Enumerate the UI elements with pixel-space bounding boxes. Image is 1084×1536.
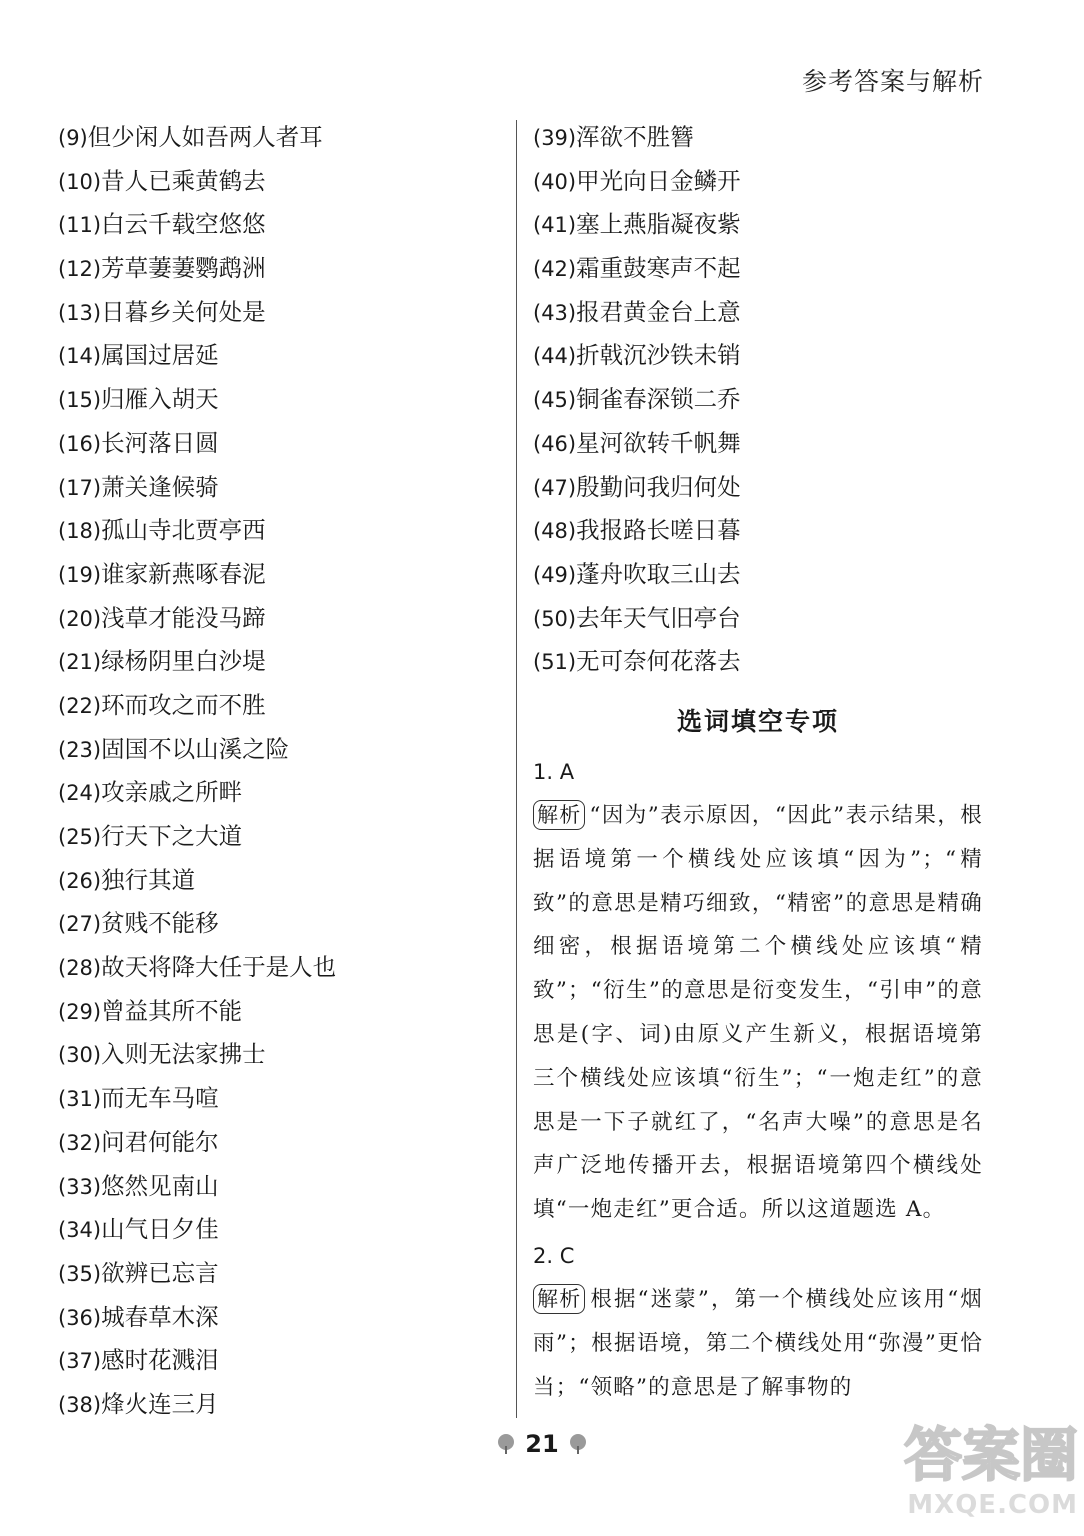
answer-line	[533, 247, 983, 291]
answer-line	[58, 684, 498, 728]
answer-text: 孤山寺北贾亭西	[101, 516, 266, 545]
answer-text: 悠然见南山	[101, 1171, 219, 1200]
answer-text: 去年天气旧亭台	[576, 603, 741, 632]
section-title: 选词填空专项	[676, 706, 839, 736]
answer-text: 问君何能尔	[101, 1127, 219, 1156]
answer-line	[58, 1383, 498, 1427]
answer-line	[533, 334, 983, 378]
answer-line	[58, 990, 498, 1034]
answer-line	[58, 859, 498, 903]
answer-text: 日暮乡关何处是	[101, 297, 266, 326]
answer-line	[533, 597, 983, 641]
answer-number: (19)	[58, 562, 102, 587]
answer-number: (37)	[58, 1349, 102, 1374]
answer-number: (45)	[533, 388, 577, 413]
answer-line	[58, 1033, 498, 1077]
answer-number: (30)	[58, 1043, 102, 1068]
answer-line	[58, 509, 498, 553]
answer-number: (9)	[58, 126, 88, 150]
answer-text: 入则无法家拂士	[101, 1040, 266, 1069]
answer-text: 但少闲人如吾两人者耳	[87, 123, 323, 151]
answer-text: 攻亲戚之所畔	[101, 778, 243, 807]
answer-2-analysis	[533, 1278, 983, 1409]
answer-text: 萧关逢候骑	[101, 472, 219, 501]
tree-icon	[495, 1433, 517, 1455]
answer-line	[533, 116, 983, 160]
watermark-logo	[878, 1420, 1078, 1530]
answer-number: (34)	[58, 1218, 102, 1243]
answer-line	[58, 160, 498, 204]
answer-line	[58, 247, 498, 291]
answer-text: 山气日夕佳	[101, 1215, 219, 1244]
page-number-group	[495, 1430, 588, 1458]
answer-2-label: 2. C	[533, 1243, 575, 1268]
answer-number: (48)	[533, 519, 577, 544]
answer-line	[58, 902, 498, 946]
left-answer-column	[58, 116, 498, 1427]
answer-number: (44)	[533, 344, 577, 369]
answer-line	[533, 378, 983, 422]
answer-line	[58, 1339, 498, 1383]
column-divider	[516, 120, 517, 1418]
answer-text: 蓬舟吹取三山去	[576, 559, 741, 588]
answer-text: 报君黄金台上意	[576, 297, 741, 326]
answer-line	[58, 815, 498, 859]
answer-number: (20)	[58, 606, 102, 631]
answer-line	[533, 291, 983, 335]
answer-text: 而无车马喧	[101, 1084, 219, 1113]
answer-number: (17)	[58, 475, 102, 500]
answer-number: (49)	[533, 562, 577, 587]
answer-text: 无可奈何花落去	[576, 647, 741, 676]
answer-line	[58, 116, 498, 160]
answer-line	[58, 946, 498, 990]
answer-line	[58, 291, 498, 335]
answer-line	[58, 466, 498, 510]
answer-number: (41)	[533, 213, 577, 238]
answer-text: 浅草才能没马蹄	[101, 603, 266, 632]
answer-line	[533, 160, 983, 204]
answer-line	[533, 422, 983, 466]
answer-text: 折戟沉沙铁未销	[576, 341, 741, 370]
answer-1-analysis	[533, 794, 983, 1232]
answer-number: (38)	[58, 1392, 102, 1417]
answer-text: 塞上燕脂凝夜紫	[576, 210, 741, 239]
analysis-text: “因为”表示原因，“因此”表示结果，根据语境第一个横线处应该填“因为”；“精致”的意思是精巧细致，“精密”的意思是精确细密，根据语境第二个横线处应该填“精致”；“衍生”的意思是衍变发生，“引申”的意思是(字、词)由原义产生新义，根据语境第三个横线处应该填“衍生”；“一炮走红”的意思是一下子就红了，“名声大噪”的意思是名声广泛地传播开去，根据语境第四个横线处填“一炮走红”更合适。所以这道题选 A。	[533, 802, 983, 1223]
answer-line	[533, 203, 983, 247]
answer-number: (16)	[58, 431, 102, 456]
answer-number: (50)	[533, 606, 577, 631]
answer-text: 昔人已乘黄鹤去	[101, 166, 266, 195]
answer-number: (18)	[58, 519, 102, 544]
answer-number: (51)	[533, 650, 577, 675]
answer-number: (36)	[58, 1305, 102, 1330]
answer-number: (29)	[58, 999, 102, 1024]
answer-text: 故天将降大任于是人也	[101, 953, 337, 982]
answer-text: 城春草木深	[101, 1302, 219, 1331]
answer-number: (42)	[533, 257, 577, 282]
answer-number: (24)	[58, 781, 102, 806]
answer-number: (25)	[58, 825, 102, 849]
answer-line	[58, 771, 498, 815]
answer-number: (26)	[58, 868, 102, 893]
answer-text: 霜重鼓寒声不起	[576, 254, 741, 283]
answer-number: (40)	[533, 169, 577, 194]
answer-text: 我报路长嗟日暮	[576, 516, 741, 545]
answer-number: (12)	[58, 257, 102, 282]
analysis-tag: 解析	[533, 800, 585, 830]
answer-text: 白云千载空悠悠	[101, 210, 266, 239]
answer-line	[58, 597, 498, 641]
answer-line	[533, 509, 983, 553]
answer-text: 甲光向日金鳞开	[576, 166, 741, 195]
answer-number: (14)	[58, 344, 102, 369]
answer-line	[58, 1077, 498, 1121]
watermark-url: MXQE.COM	[907, 1490, 1078, 1520]
answer-text: 行天下之大道	[101, 822, 243, 850]
answer-text: 长河落日圆	[101, 428, 219, 457]
answer-text: 属国过居延	[101, 341, 219, 370]
answer-number: (31)	[58, 1087, 102, 1112]
answer-text: 欲辨已忘言	[101, 1258, 219, 1287]
answer-number: (11)	[58, 213, 102, 238]
answer-line	[58, 1252, 498, 1296]
answer-number: (15)	[58, 388, 102, 413]
answer-number: (28)	[58, 956, 102, 981]
answer-text: 感时花溅泪	[101, 1346, 219, 1375]
answer-text: 绿杨阴里白沙堤	[101, 647, 266, 676]
answer-number: (39)	[533, 126, 577, 150]
right-answer-list	[533, 116, 983, 684]
answer-text: 芳草萋萋鹦鹉洲	[101, 254, 266, 283]
answer-1-label: 1. A	[533, 759, 575, 784]
answer-text: 谁家新燕啄春泥	[101, 559, 266, 588]
analysis-text: 根据“迷蒙”，第一个横线处应该用“烟雨”；根据语境，第二个横线处用“弥漫”更恰当；“领略”的意思是了解事物的	[533, 1286, 983, 1400]
answer-text: 贫贱不能移	[101, 909, 219, 938]
answer-number: (46)	[533, 431, 577, 456]
answer-line	[58, 553, 498, 597]
answer-text: 环而攻之而不胜	[101, 690, 266, 719]
right-answer-column	[533, 116, 983, 1411]
answer-line	[58, 1121, 498, 1165]
answer-text: 独行其道	[101, 865, 196, 894]
answer-line	[58, 1165, 498, 1209]
tree-icon	[567, 1433, 589, 1455]
answer-number: (22)	[58, 693, 102, 718]
answer-line	[58, 1296, 498, 1340]
answer-number: (33)	[58, 1174, 102, 1199]
answer-line	[58, 334, 498, 378]
answer-line	[58, 422, 498, 466]
answer-text: 浑欲不胜簪	[576, 123, 694, 151]
answer-line	[533, 640, 983, 684]
answer-line	[58, 1208, 498, 1252]
answer-line	[533, 553, 983, 597]
answer-number: (10)	[58, 169, 102, 194]
answer-number: (13)	[58, 300, 102, 325]
answer-line	[58, 728, 498, 772]
answer-text: 归雁入胡天	[101, 385, 219, 414]
answer-number: (21)	[58, 650, 102, 675]
answer-text: 固国不以山溪之险	[101, 734, 290, 763]
analysis-tag: 解析	[533, 1284, 585, 1314]
answer-number: (23)	[58, 737, 102, 762]
answer-number: (35)	[58, 1261, 102, 1286]
answer-line	[58, 378, 498, 422]
answer-text: 星河欲转千帆舞	[576, 428, 741, 457]
answer-text: 殷勤问我归何处	[576, 472, 741, 501]
answer-line	[58, 203, 498, 247]
answer-number: (47)	[533, 475, 577, 500]
page-number: 21	[525, 1430, 559, 1458]
answer-line	[533, 466, 983, 510]
answer-number: (27)	[58, 912, 102, 937]
answer-number: (32)	[58, 1130, 102, 1155]
answer-text: 铜雀春深锁二乔	[576, 385, 741, 414]
answer-line	[58, 640, 498, 684]
page-header-title: 参考答案与解析	[801, 67, 984, 96]
answer-text: 烽火连三月	[101, 1389, 219, 1418]
answer-number: (43)	[533, 300, 577, 325]
watermark-text: 答案圈	[903, 1421, 1078, 1489]
answer-text: 曾益其所不能	[101, 996, 243, 1025]
